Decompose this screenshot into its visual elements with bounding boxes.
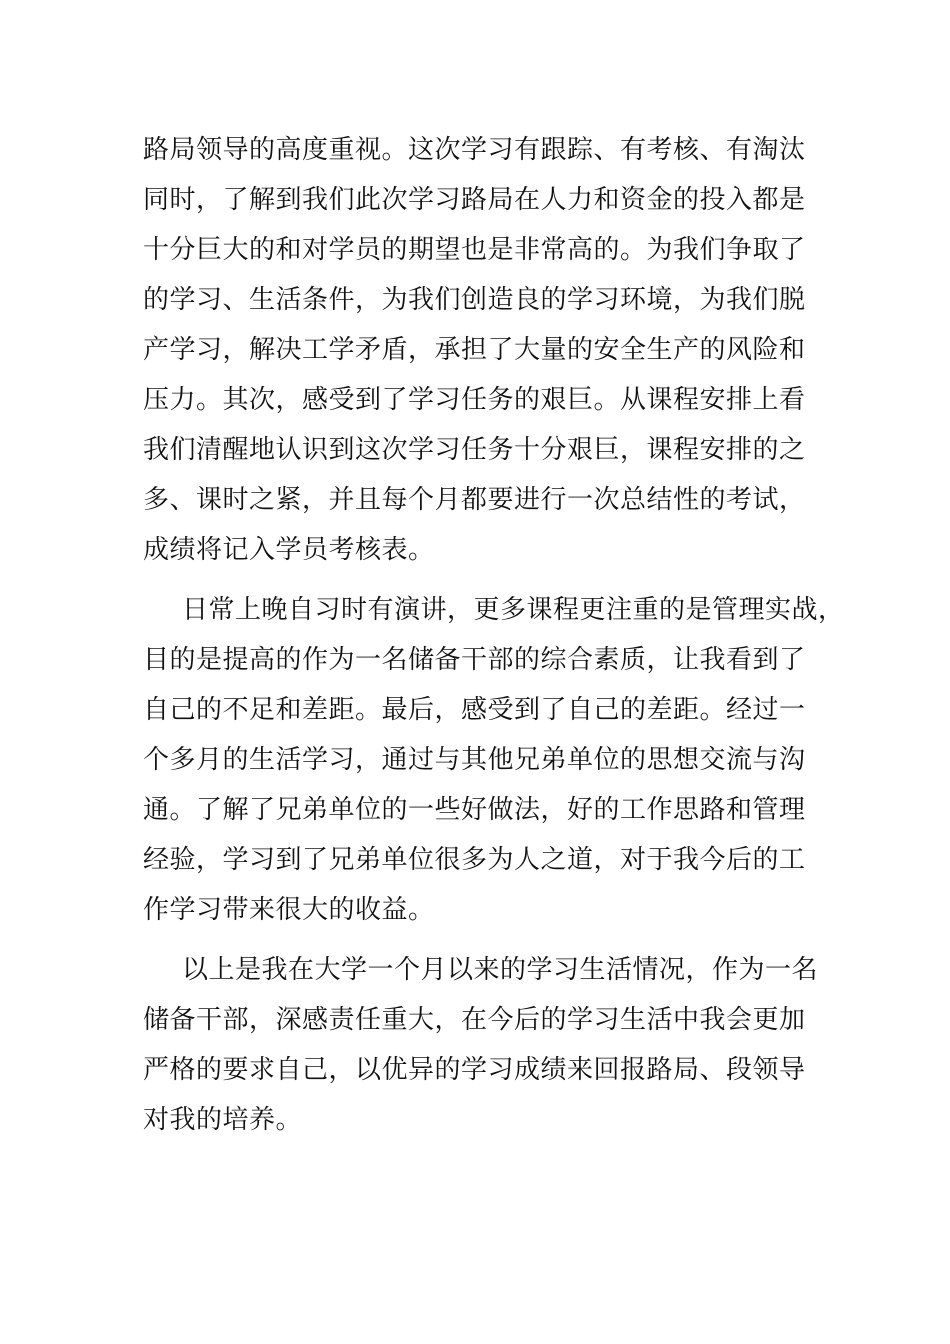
text-line: 对我的培养。 (143, 1105, 303, 1135)
text-line: 产学习，解决工学矛盾，承担了大量的安全生产的风险和 (143, 335, 806, 365)
text-line: 成绩将记入学员考核表。 (143, 535, 435, 565)
text-line: 严格的要求自己，以优异的学习成绩来回报路局、段领导 (143, 1055, 806, 1085)
text-line: 以上是我在大学一个月以来的学习生活情况，作为一名 (182, 955, 819, 985)
text-line: 同时，了解到我们此次学习路局在人力和资金的投入都是 (143, 185, 806, 215)
text-line: 作学习带来很大的收益。 (143, 895, 435, 925)
text-line: 我们清醒地认识到这次学习任务十分艰巨，课程安排的之 (143, 435, 806, 465)
text-line: 日常上晚自习时有演讲，更多课程更注重的是管理实战， (182, 595, 845, 625)
text-line: 储备干部，深感责任重大，在今后的学习生活中我会更加 (143, 1005, 806, 1035)
text-line: 的学习、生活条件，为我们创造良的学习环境，为我们脱 (143, 285, 806, 315)
text-line: 多、课时之紧，并且每个月都要进行一次总结性的考试， (143, 485, 806, 515)
text-line: 十分巨大的和对学员的期望也是非常高的。为我们争取了 (143, 235, 806, 265)
text-line: 个多月的生活学习，通过与其他兄弟单位的思想交流与沟 (143, 745, 806, 775)
text-line: 压力。其次，感受到了学习任务的艰巨。从课程安排上看 (143, 385, 806, 415)
text-line: 自己的不足和差距。最后，感受到了自己的差距。经过一 (143, 695, 806, 725)
text-line: 通。了解了兄弟单位的一些好做法，好的工作思路和管理 (143, 795, 806, 825)
text-line: 经验，学习到了兄弟单位很多为人之道，对于我今后的工 (143, 845, 806, 875)
text-line: 目的是提高的作为一名储备干部的综合素质，让我看到了 (143, 645, 806, 675)
text-line: 路局领导的高度重视。这次学习有跟踪、有考核、有淘汰 (143, 135, 806, 165)
